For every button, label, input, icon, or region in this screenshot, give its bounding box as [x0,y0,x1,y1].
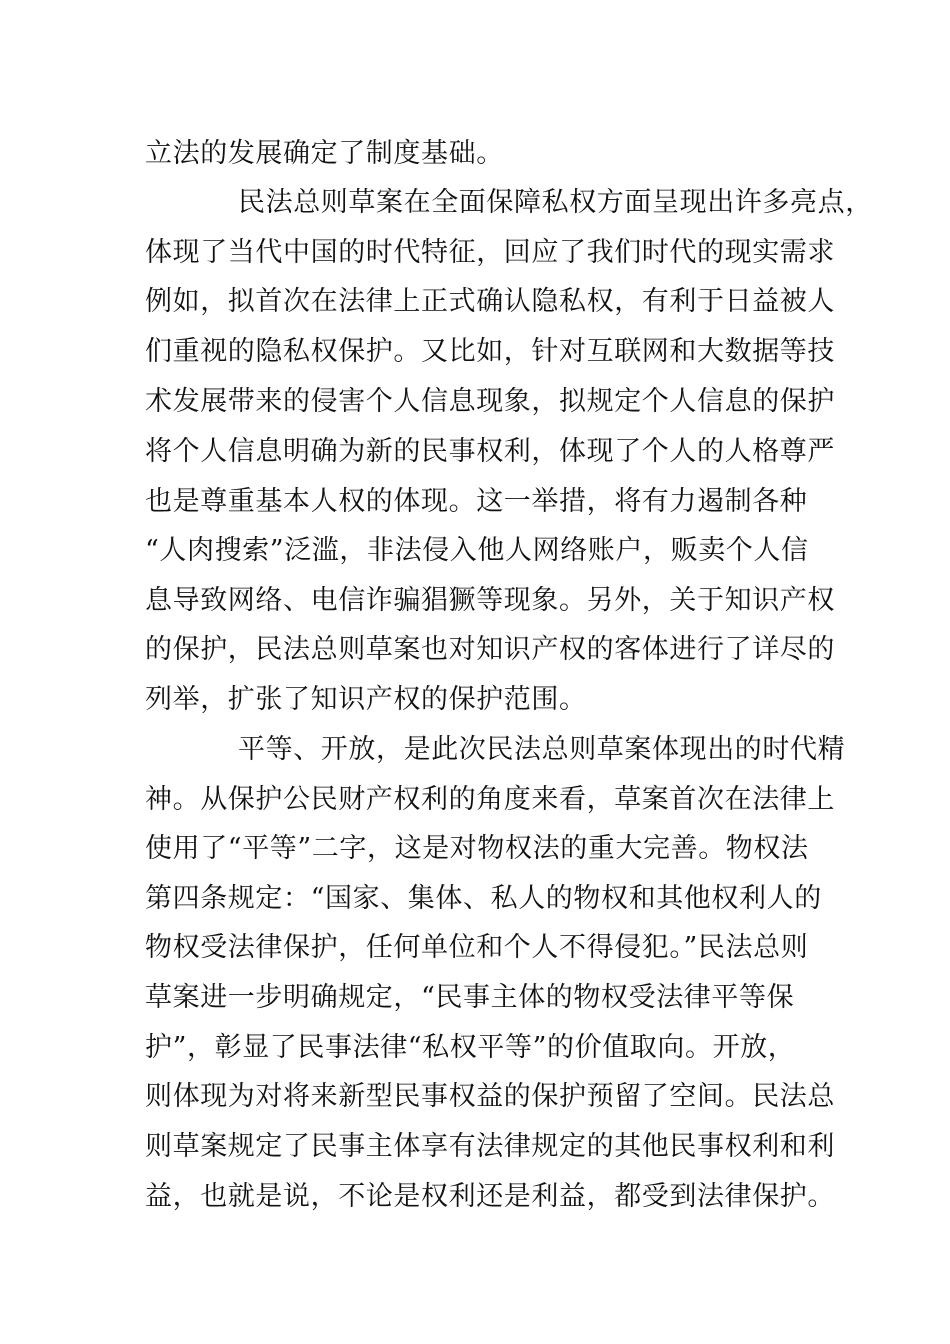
text-line: 的保护，民法总则草案也对知识产权的客体进行了详尽的 [145,634,835,665]
text-line: 则体现为对将来新型民事权益的保护预留了空间。民法总 [145,1081,835,1112]
paragraph-first-line: 民法总则草案在全面保障私权方面呈现出许多亮点， [238,187,873,218]
text-line: 术发展带来的侵害个人信息现象，拟规定个人信息的保护 [145,386,835,417]
text-line: 益，也就是说，不论是权利还是利益，都受到法律保护。 [145,1181,835,1212]
text-line: 息导致网络、电信诈骗猖獗等现象。另外，关于知识产权 [145,585,835,616]
text-line: 例如，拟首次在法律上正式确认隐私权，有利于日益被人 [145,286,835,317]
text-line: 则草案规定了民事主体享有法律规定的其他民事权利和利 [145,1131,835,1162]
text-line: 将个人信息明确为新的民事权利，体现了个人的人格尊严 [145,436,835,467]
text-line: 使用了“平等”二字，这是对物权法的重大完善。物权法 [145,833,809,864]
text-line: “人肉搜索”泛滥，非法侵入他人网络账户，贩卖个人信 [145,535,809,566]
text-line: 也是尊重基本人权的体现。这一举措，将有力遏制各种 [145,486,808,517]
paragraph-first-line: 平等、开放，是此次民法总则草案体现出的时代精 [238,734,846,765]
text-line: 草案进一步明确规定，“民事主体的物权受法律平等保 [145,982,795,1013]
text-line: 们重视的隐私权保护。又比如，针对互联网和大数据等技 [145,336,835,367]
text-line: 护”，彰显了民事法律“私权平等”的价值取向。开放， [145,1032,796,1063]
text-line: 体现了当代中国的时代特征，回应了我们时代的现实需求 [145,237,835,268]
text-line: 物权受法律保护，任何单位和个人不得侵犯。”民法总则 [145,932,809,963]
text-line: 第四条规定：“国家、集体、私人的物权和其他权利人的 [145,883,822,914]
text-line: 立法的发展确定了制度基础。 [145,138,504,169]
text-line: 列举，扩张了知识产权的保护范围。 [145,684,587,715]
text-line: 神。从保护公民财产权利的角度来看，草案首次在法律上 [145,784,835,815]
